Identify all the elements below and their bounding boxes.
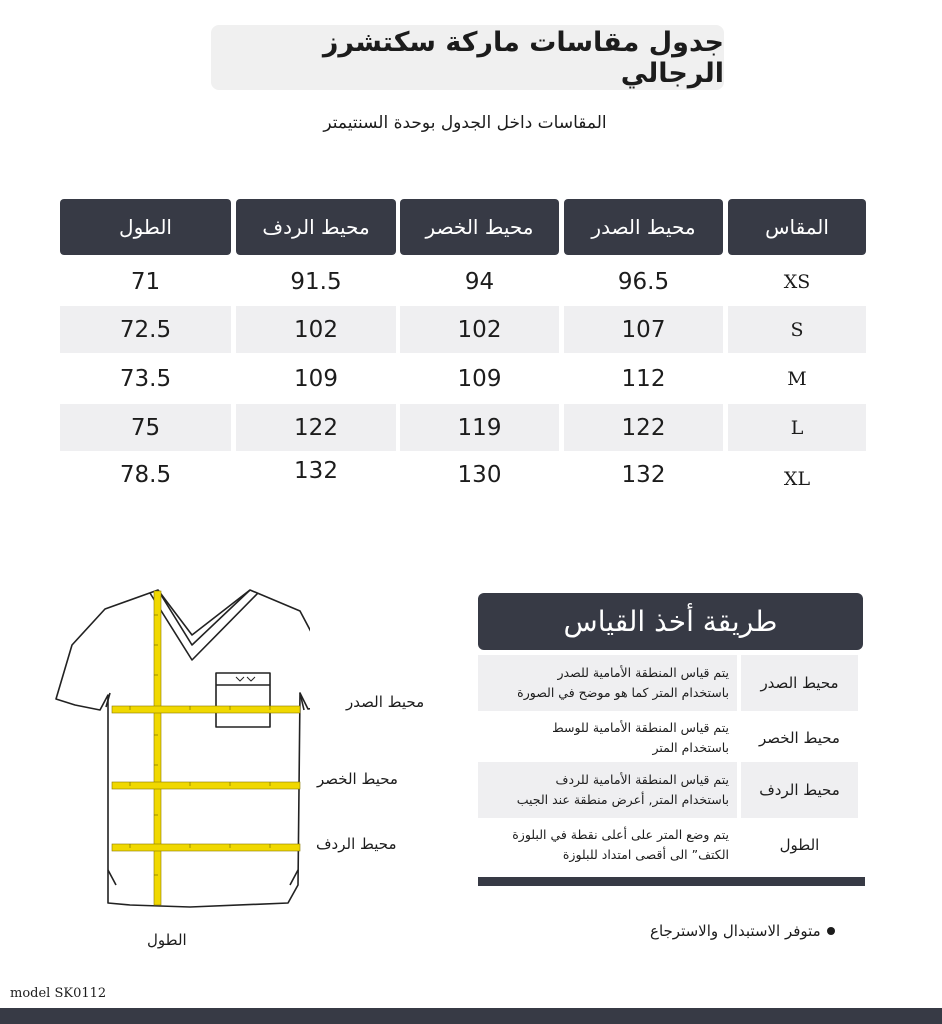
- cell-hip: 91.5: [290, 268, 342, 295]
- cell-chest: 122: [564, 404, 723, 451]
- cell-waist: 94: [464, 268, 495, 295]
- howto-label: محيط الردف: [741, 762, 858, 818]
- page-subtitle: المقاسات داخل الجدول بوحدة السنتيمتر: [323, 113, 607, 133]
- howto-title: طريقة أخذ القياس: [478, 593, 863, 650]
- diagram-label-hip: محيط الردف: [316, 835, 397, 853]
- cell-size: L: [728, 404, 866, 451]
- howto-description: يتم قياس المنطقة الأمامية للوسط باستخدام المتر: [552, 720, 729, 755]
- exchange-note-text: متوفر الاستبدال والاسترجاع: [650, 922, 821, 940]
- howto-description: يتم قياس المنطقة الأمامية للصدر باستخدام المتر كما هو موضح في الصورة: [478, 655, 737, 711]
- cell-waist: 119: [400, 404, 559, 451]
- header-chest: محيط الصدر: [564, 199, 723, 255]
- cell-length: 72.5: [60, 306, 231, 353]
- scrub-shirt-diagram: [50, 585, 310, 915]
- cell-hip: 102: [236, 306, 396, 353]
- bullet-icon: [827, 927, 835, 935]
- howto-label: محيط الخصر: [759, 729, 840, 747]
- cell-chest: 132: [621, 461, 666, 488]
- diagram-label-length: الطول: [147, 931, 187, 949]
- header-hip: محيط الردف: [236, 199, 396, 255]
- cell-size: XL: [783, 467, 811, 490]
- cell-chest: 112: [621, 365, 666, 392]
- cell-hip: 122: [236, 404, 396, 451]
- cell-size: M: [787, 367, 807, 390]
- cell-waist: 102: [400, 306, 559, 353]
- page-title: جدول مقاسات ماركة سكتشرز الرجالي: [211, 25, 724, 90]
- cell-length: 73.5: [119, 365, 172, 392]
- howto-description: يتم وضع المتر على أعلى نقطة في البلوزة الكتف” الى أقصى امتداد للبلوزة: [512, 827, 729, 862]
- cell-waist: 109: [457, 365, 502, 392]
- diagram-label-waist: محيط الخصر: [317, 770, 398, 788]
- cell-length: 78.5: [119, 461, 172, 488]
- header-size: المقاس: [728, 199, 866, 255]
- cell-length: 75: [60, 404, 231, 451]
- howto-label: الطول: [779, 836, 820, 854]
- exchange-note: [650, 922, 835, 940]
- howto-row: [478, 710, 858, 766]
- howto-label: محيط الصدر: [741, 655, 858, 711]
- cell-waist: 130: [457, 461, 502, 488]
- footer-bar: [0, 1008, 942, 1024]
- cell-length: 71: [130, 268, 161, 295]
- diagram-label-chest: محيط الصدر: [346, 693, 425, 711]
- howto-table-bottom-bar: [478, 877, 865, 886]
- cell-size: S: [728, 306, 866, 353]
- cell-hip: 109: [294, 365, 338, 392]
- cell-size: XS: [783, 270, 811, 293]
- cell-hip: 132: [294, 457, 338, 484]
- tape-measure-lines: [112, 591, 300, 905]
- howto-row: [478, 762, 858, 818]
- cell-chest: 107: [564, 306, 723, 353]
- cell-chest: 96.5: [617, 268, 670, 295]
- howto-description: يتم قياس المنطقة الأمامية للردف باستخدام المتر, أعرض منطقة عند الجيب: [478, 762, 737, 818]
- model-number: model SK0112: [10, 986, 107, 1001]
- header-length: الطول: [60, 199, 231, 255]
- howto-row: [478, 655, 858, 711]
- howto-row: [478, 817, 858, 873]
- header-waist: محيط الخصر: [400, 199, 559, 255]
